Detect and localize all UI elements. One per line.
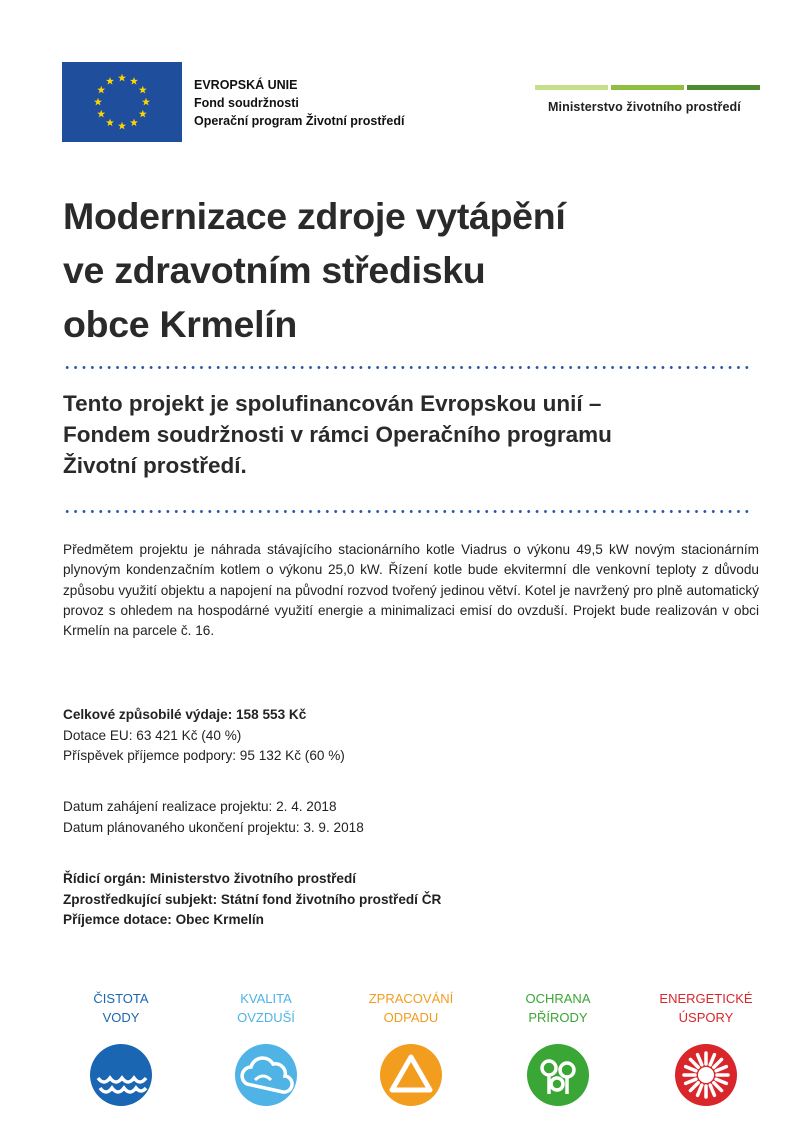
- subtitle-line: Životní prostředí.: [63, 453, 247, 478]
- sun-ray: [686, 1067, 696, 1071]
- sun-ray: [698, 1055, 702, 1065]
- subtitle-line: Tento projekt je spolufinancován Evropskou unií –: [63, 391, 602, 416]
- subtitle-line: Fondem soudržnosti v rámci Operačního programu: [63, 422, 612, 447]
- total-costs: Celkové způsobilé výdaje: 158 553 Kč: [63, 707, 307, 722]
- theme-label: OCHRANA: [525, 991, 591, 1006]
- theme-label: PŘÍRODY: [528, 1010, 588, 1025]
- recycle-triangle-icon: [380, 1044, 442, 1106]
- title-line: ve zdravotním středisku: [63, 249, 486, 291]
- ministry-logo-bars: [535, 85, 760, 90]
- theme-label: VODY: [102, 1010, 140, 1025]
- sun-ray: [690, 1083, 698, 1091]
- energy-sun-icon: [675, 1044, 737, 1106]
- sun-ray: [714, 1059, 722, 1067]
- nature-icon: [527, 1044, 589, 1106]
- bar-light: [535, 85, 608, 90]
- theme-label: KVALITA: [240, 991, 292, 1006]
- theme-label: ČISTOTA: [93, 991, 149, 1006]
- sun-ray: [710, 1085, 714, 1095]
- dates-block: [63, 797, 364, 838]
- project-description: Předmětem projektu je náhrada stávajícího stacionárního kotle Viadrus o výkonu 49,5 kW novým stacionárním plynovým kondenzačním kotlem o výkonu 25,0 kW. Řízení kotle bude ekvitermní dle venkovní teploty z důvodu způsobu využití objektu a napojení na původní rozvod tvořený jedinou větví. Kotel je navržený pro plně automatický provoz s ohledem na hospodárné využití energie a minimalizaci emisí do ovzduší. Projekt bude realizován v obci Krmelín na parcele č. 16.: [63, 542, 759, 639]
- end-date: Datum plánovaného ukončení projektu: 3. 9. 2018: [63, 819, 364, 835]
- eu-program-text: [194, 76, 404, 130]
- theme-label: ÚSPORY: [678, 1010, 734, 1025]
- theme-nature: [493, 989, 623, 1106]
- sun-ray: [716, 1079, 726, 1083]
- title-line: obce Krmelín: [63, 303, 297, 345]
- organizations-block: [63, 869, 441, 931]
- bar-mid: [611, 85, 684, 90]
- theme-waste: [346, 989, 476, 1106]
- dotted-divider: [63, 510, 753, 513]
- sun-ray: [714, 1083, 722, 1091]
- program-label: Operační program Životní prostředí: [194, 114, 405, 128]
- cloud-icon: [235, 1044, 297, 1106]
- water-icon: [90, 1044, 152, 1106]
- theme-label: OVZDUŠÍ: [237, 1010, 295, 1025]
- theme-energy: [641, 989, 771, 1106]
- sun-ray: [716, 1067, 726, 1071]
- theme-label: ODPADU: [383, 1010, 439, 1025]
- title-line: Modernizace zdroje vytápění: [63, 195, 566, 237]
- theme-label: ENERGETICKÉ: [659, 991, 753, 1006]
- bar-dark: [687, 85, 760, 90]
- page-title: [63, 189, 763, 351]
- eu-subsidy: Dotace EU: 63 421 Kč (40 %): [63, 727, 242, 743]
- dotted-divider: [63, 366, 753, 369]
- theme-label: ZPRACOVÁNÍ: [368, 991, 454, 1006]
- sun-ray: [698, 1085, 702, 1095]
- theme-water: [56, 989, 186, 1106]
- eu-label: EVROPSKÁ UNIE: [194, 78, 298, 92]
- intermediate-body: Zprostředkující subjekt: Státní fond životního prostředí ČR: [63, 891, 442, 907]
- sun-ray: [686, 1079, 696, 1083]
- grant-recipient: Příjemce dotace: Obec Krmelín: [63, 912, 264, 927]
- fund-label: Fond soudržnosti: [194, 96, 299, 110]
- sun-ray: [690, 1059, 698, 1067]
- ministry-label: Ministerstvo životního prostředí: [548, 100, 741, 114]
- costs-block: [63, 705, 345, 767]
- managing-authority: Řídicí orgán: Ministerstvo životního prostředí: [63, 871, 357, 886]
- recipient-contribution: Příspěvek příjemce podpory: 95 132 Kč (60 %): [63, 748, 345, 763]
- theme-air: [201, 989, 331, 1106]
- start-date: Datum zahájení realizace projektu: 2. 4. 2018: [63, 799, 337, 814]
- sun-ray: [710, 1055, 714, 1065]
- eu-flag-logo: [62, 62, 182, 142]
- subtitle: [63, 388, 763, 481]
